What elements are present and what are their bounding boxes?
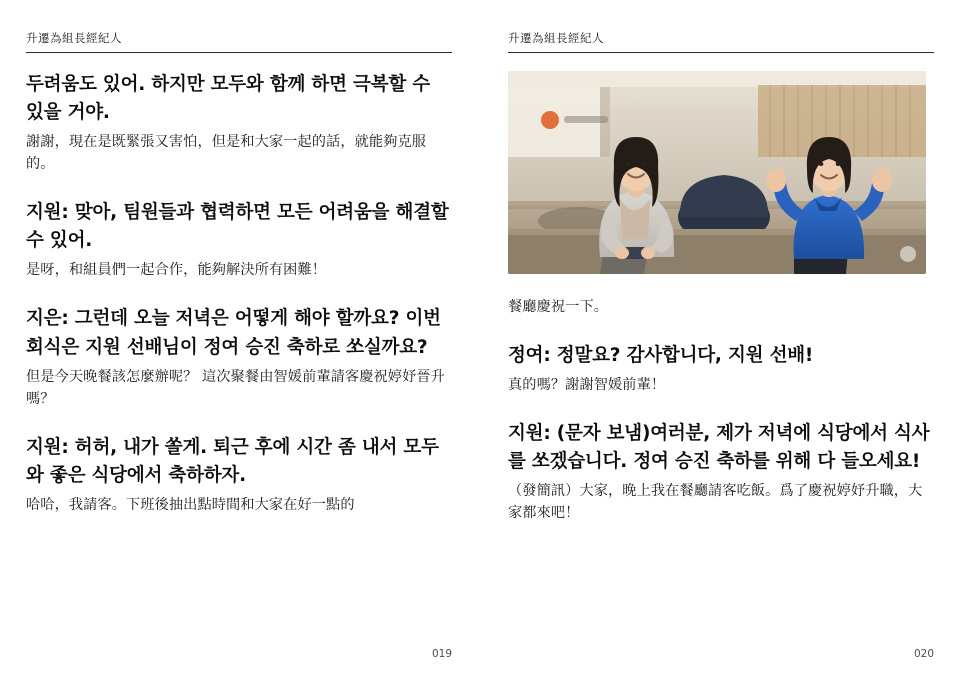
- left-page-content: [26, 71, 452, 516]
- dialogue-block: [26, 434, 452, 516]
- running-head-left: 升遷為組長經紀人: [26, 31, 122, 45]
- dialogue-chinese: 餐廳慶祝一下。: [508, 299, 609, 315]
- dialogue-korean: 지원: (문자 보냄)여러분, 제가 저녁에 식당에서 식사를 쏘겠습니다. 정여 승진 축하를 위해 다 들오세요!: [508, 423, 930, 473]
- dialogue-chinese: 是呀，和組員們一起合作，能夠解決所有困難！: [26, 262, 327, 279]
- header-rule-left: [26, 52, 452, 53]
- dialogue-korean: 지원: 허허, 내가 쏠게. 퇴근 후에 시간 좀 내서 모두와 좋은 식당에서 축하하자.: [26, 436, 439, 486]
- dialogue-block: [508, 420, 934, 524]
- two-women-talking-in-office-photo: [508, 71, 926, 274]
- dialogue-korean: 두려움도 있어. 하지만 모두와 함께 하면 극복할 수 있을 거야.: [26, 74, 430, 124]
- dialogue-chinese: （發簡訊）大家，晚上我在餐廳請客吃飯。爲了慶祝婷妤升職，大家都來吧！: [508, 483, 923, 522]
- dialogue-chinese: 謝謝，現在是既緊張又害怕，但是和大家一起的話，就能夠克服的。: [26, 134, 427, 173]
- dialogue-block: [508, 342, 934, 396]
- page-number-left: 019: [431, 648, 452, 660]
- header-rule-right: [508, 52, 934, 53]
- dialogue-chinese: 哈哈，我請客。下班後抽出點時間和大家在好一點的: [26, 496, 355, 513]
- dialogue-chinese: 真的嗎？謝謝智媛前輩！: [508, 377, 666, 394]
- dialogue-korean: 지원: 맞아, 팀원들과 협력하면 모든 어려움을 해결할 수 있어.: [26, 202, 449, 252]
- dialogue-korean: 정여: 정말요? 감사합니다, 지원 선배!: [508, 345, 814, 366]
- dialogue-block: [508, 296, 934, 318]
- dialogue-block: [26, 199, 452, 281]
- right-page-content: [508, 296, 934, 524]
- right-page: [480, 0, 960, 678]
- dialogue-block: [26, 71, 452, 175]
- dialogue-chinese: 但是今天晚餐該怎麼辦呢？ 這次聚餐由智媛前輩請客慶祝婷妤晉升嗎？: [26, 368, 445, 407]
- page-number-right: 020: [913, 648, 934, 660]
- dialogue-korean: 지은: 그런데 오늘 저녁은 어떻게 해야 할까요? 이번 회식은 지원 선배님이 정여 승진 축하로 쏘실까요?: [26, 308, 441, 358]
- running-head-right: 升遷為組長經紀人: [508, 31, 604, 45]
- dialogue-block: [26, 305, 452, 409]
- photo-illustration: [508, 71, 926, 274]
